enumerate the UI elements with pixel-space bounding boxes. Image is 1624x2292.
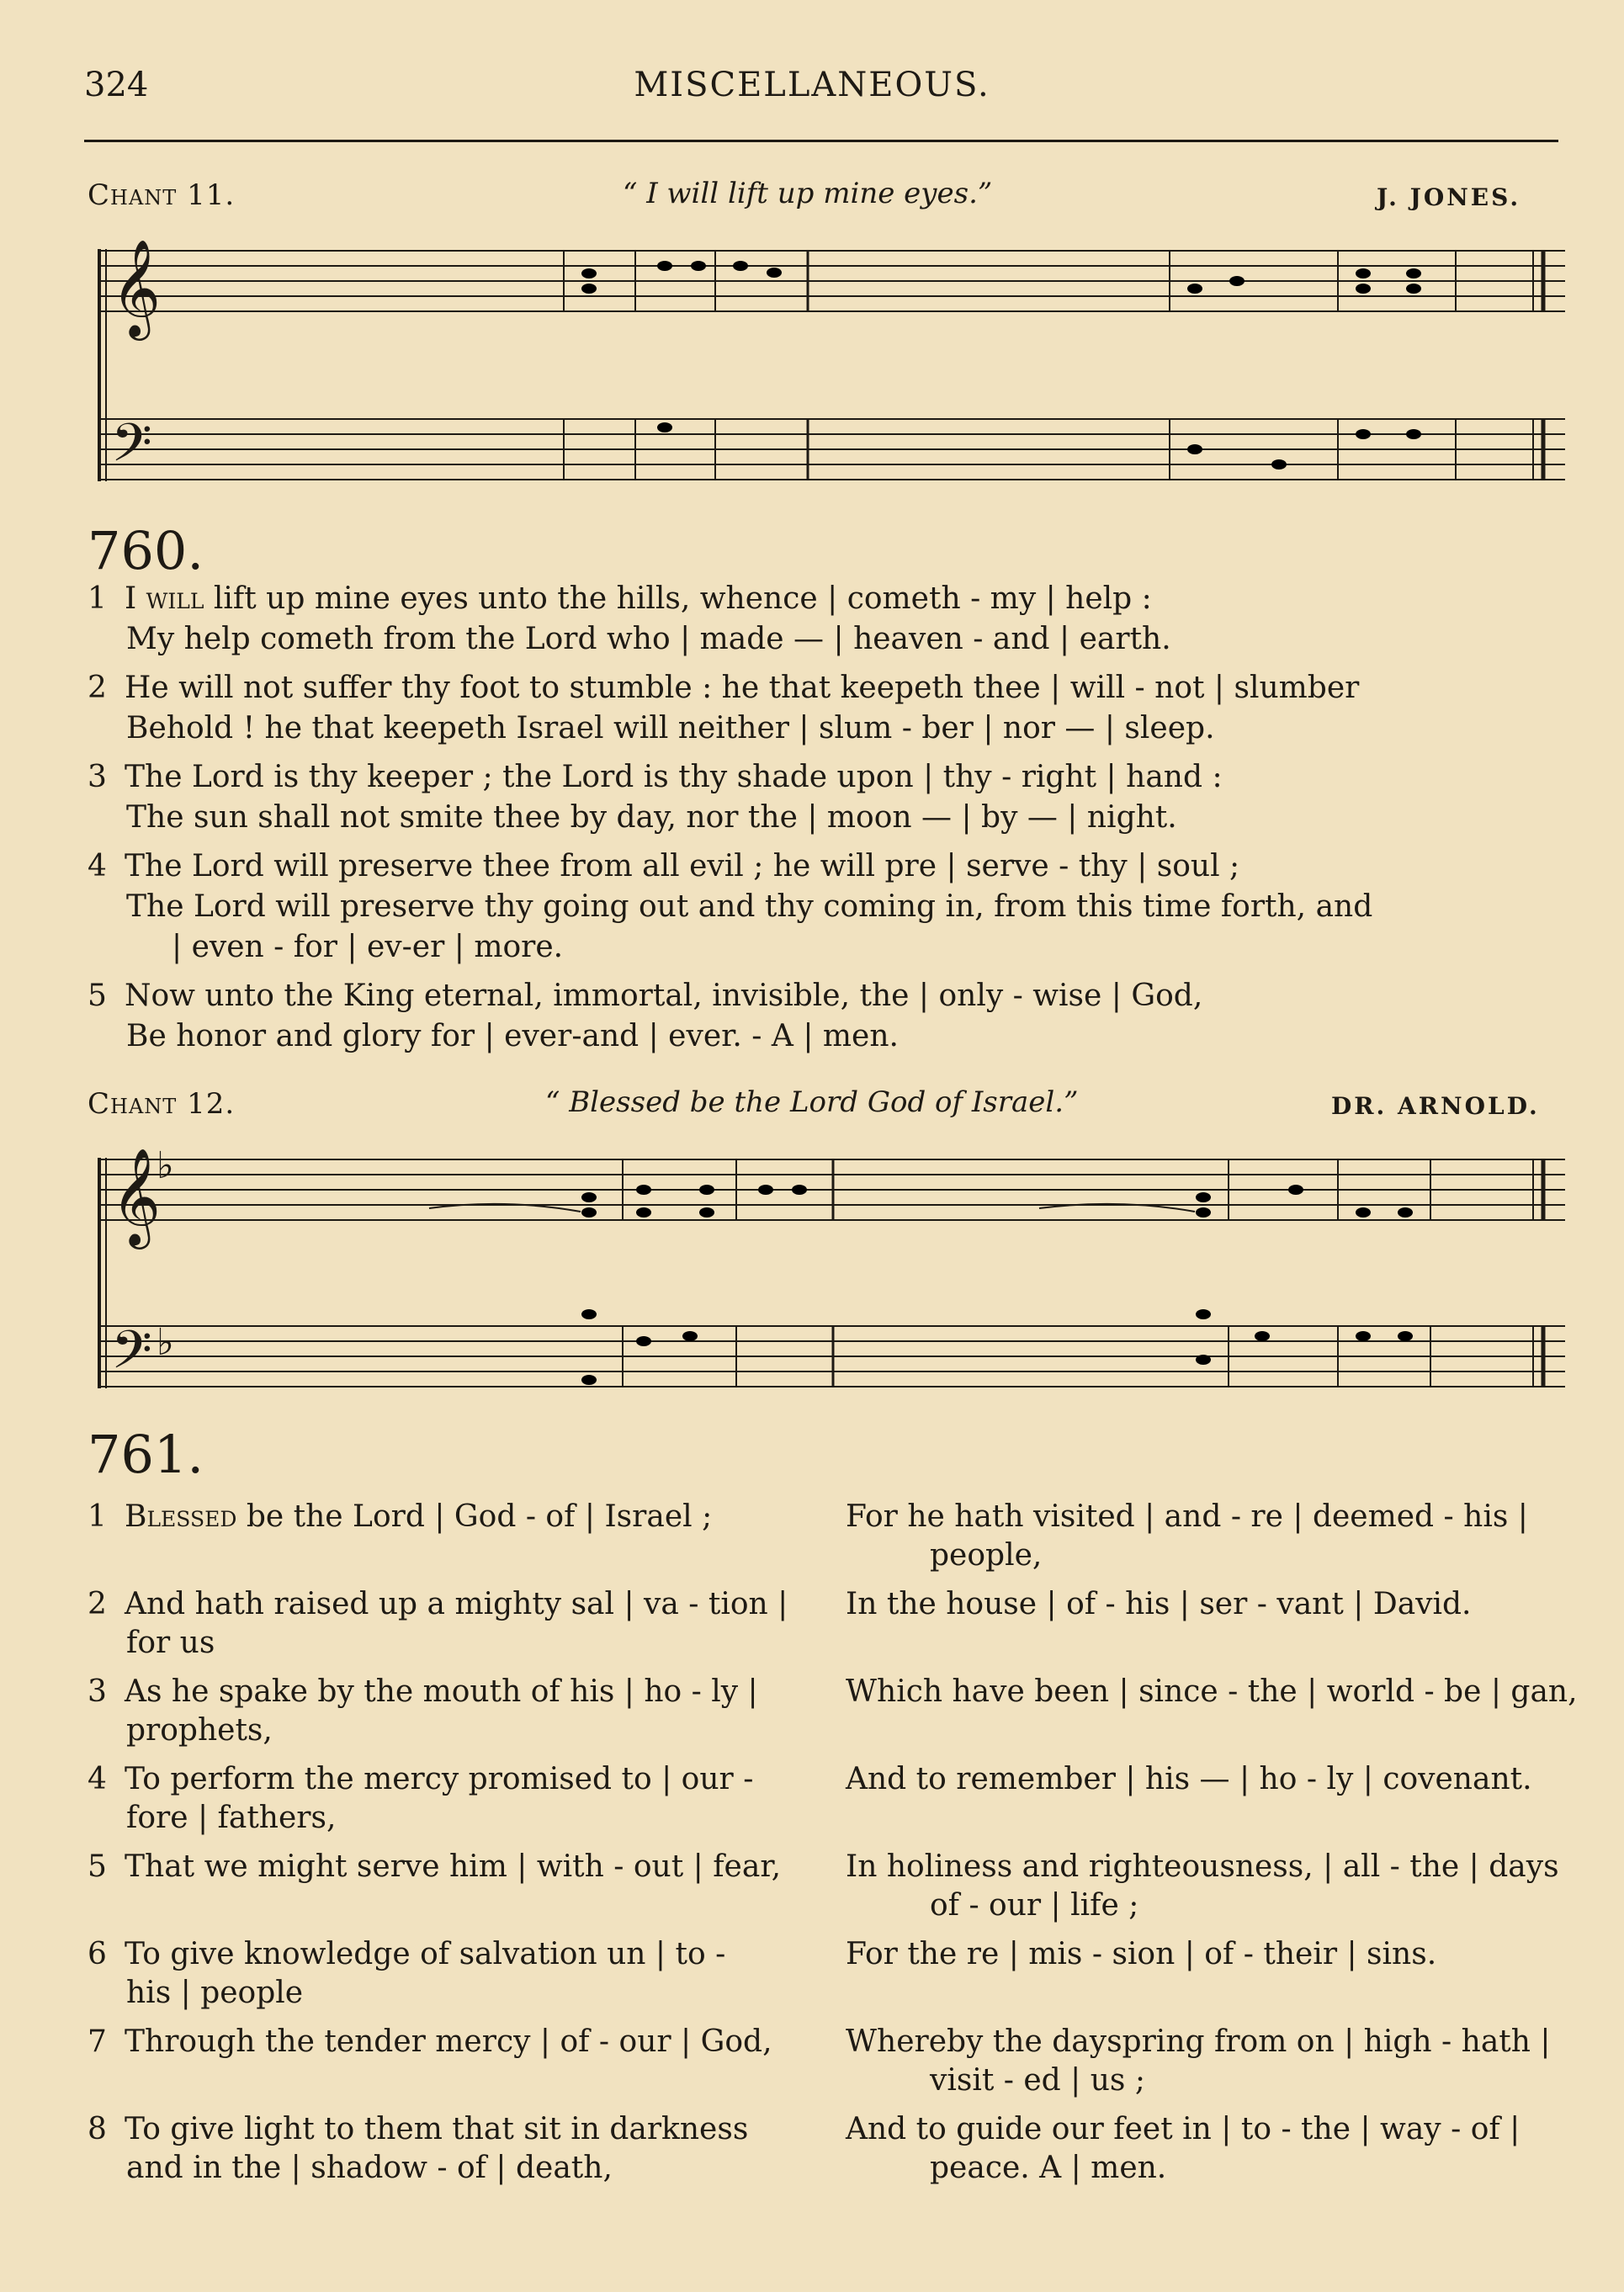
verse-line [88, 1585, 820, 1624]
verse-line [88, 2023, 820, 2061]
header-rule [84, 140, 1558, 142]
verse-line: The sun shall not smite thee by day, nor the | moon — | by — | night. [126, 800, 1177, 835]
verse-line [88, 1760, 820, 1799]
verse-text: That we might serve him | with - out | fear, [125, 1849, 782, 1884]
verse-line [88, 2110, 820, 2149]
verse-line [88, 1935, 820, 1974]
verse-number: 3 [88, 760, 107, 794]
verse-number: 2 [88, 1587, 107, 1621]
verse-first-word: Blessed [125, 1499, 237, 1534]
chant-11-score [84, 225, 1574, 520]
verse-number: 5 [88, 1849, 107, 1884]
hymn-760-number: 760. [88, 520, 204, 581]
verse-line: In holiness and righteousness, | all - the | days [846, 1849, 1559, 1884]
verse-line: In the house | of - his | ser - vant | David. [846, 1587, 1472, 1621]
verse-number: 1 [88, 581, 107, 616]
verse-line: Which have been | since - the | world - be | gan, [846, 1674, 1578, 1709]
verse-line [88, 846, 1585, 887]
verse-text: Now unto the King eternal, immortal, invisible, the | only - wise | God, [125, 979, 1203, 1013]
verse-line [88, 1673, 820, 1711]
verse-line: And to guide our feet in | to - the | way - of | [846, 2112, 1521, 2146]
verse-line: people, [930, 1538, 1043, 1573]
verse-line: For he hath visited | and - re | deemed - his | [846, 1499, 1528, 1534]
chant-12-label: Chant 12. [88, 1087, 236, 1121]
verse-text: To perform the mercy promised to | our - [125, 1762, 754, 1796]
verse-line [88, 668, 1585, 708]
verse-line: Behold ! he that keepeth Israel will neither | slum - ber | nor — | sleep. [126, 711, 1215, 745]
verse-line: of - our | life ; [930, 1888, 1139, 1923]
hymn-761-left-column [88, 1498, 820, 2188]
verse-number: 8 [88, 2112, 107, 2146]
hymn-760-verses [88, 579, 1585, 1057]
verse-line: prophets, [126, 1713, 273, 1748]
verse-number: 2 [88, 671, 107, 705]
verse-line [88, 757, 1585, 798]
svg-text:𝄞: 𝄞 [111, 1147, 162, 1245]
chant-12-score [84, 1127, 1574, 1422]
section-title: MISCELLANEOUS. [634, 66, 990, 104]
svg-text:𝄢: 𝄢 [111, 411, 152, 486]
verse-text: To give knowledge of salvation un | to - [125, 1937, 726, 1971]
verse-number: 4 [88, 1762, 107, 1796]
verse-line [88, 976, 1585, 1016]
chant-11-label: Chant 11. [88, 178, 236, 212]
hymn-761-number: 761. [88, 1424, 204, 1485]
verse-number: 7 [88, 2024, 107, 2059]
verse-number: 6 [88, 1937, 107, 1971]
verse-line: And to remember | his — | ho - ly | covenant. [846, 1762, 1532, 1796]
svg-text:𝄞: 𝄞 [111, 238, 162, 337]
chant-11-composer: J. JONES. [1377, 183, 1521, 211]
verse-text: And hath raised up a mighty sal | va - tion | [125, 1587, 788, 1621]
verse-number: 1 [88, 1499, 107, 1534]
verse-line: peace. A | men. [930, 2151, 1167, 2185]
verse-number: 3 [88, 1674, 107, 1709]
verse-line: The Lord will preserve thy going out and thy coming in, from this time forth, and [126, 889, 1373, 924]
verse-text: As he spake by the mouth of his | ho - ly | [125, 1674, 758, 1709]
verse-line: Whereby the dayspring from on | high - hath | [846, 2024, 1551, 2059]
chant-12-composer: DR. ARNOLD. [1331, 1092, 1540, 1120]
verse-line: Be honor and glory for | ever-and | ever. - A | men. [126, 1019, 899, 1053]
verse-line [88, 1498, 820, 1536]
verse-line: fore | fathers, [126, 1801, 337, 1835]
verse-line [88, 1848, 820, 1886]
verse-number: 4 [88, 849, 107, 883]
verse-line: his | people [126, 1976, 304, 2010]
verse-text: The Lord is thy keeper ; the Lord is thy shade upon | thy - right | hand : [125, 760, 1223, 794]
verse-line: | even - for | ev-er | more. [172, 930, 564, 964]
verse-line [88, 579, 1585, 619]
verse-text: lift up mine eyes unto the hills, whence | cometh - my | help : [204, 581, 1152, 616]
page-number: 324 [84, 66, 149, 104]
chant-11-subtitle: “ I will lift up mine eyes.” [623, 177, 993, 210]
verse-text: be the Lord | God - of | Israel ; [236, 1499, 713, 1534]
verse-number: 5 [88, 979, 107, 1013]
verse-line: for us [126, 1626, 215, 1660]
verse-line: For the re | mis - sion | of - their | sins. [846, 1937, 1437, 1971]
svg-text:♭: ♭ [157, 1321, 174, 1364]
chant-12-subtitle: “ Blessed be the Lord God of Israel.” [545, 1085, 1079, 1119]
svg-text:𝄢: 𝄢 [111, 1318, 152, 1393]
verse-line: visit - ed | us ; [930, 2063, 1145, 2098]
verse-line: My help cometh from the Lord who | made — | heaven - and | earth. [126, 622, 1171, 656]
verse-line: and in the | shadow - of | death, [126, 2151, 613, 2185]
verse-text: He will not suffer thy foot to stumble : he that keepeth thee | will - not | slumber [125, 671, 1360, 705]
verse-text: To give light to them that sit in darkness [125, 2112, 749, 2146]
verse-first-word: I will [125, 581, 204, 616]
verse-text: Through the tender mercy | of - our | God, [125, 2024, 772, 2059]
svg-text:♭: ♭ [157, 1144, 174, 1187]
hymn-761-right-column [846, 1498, 1586, 2188]
verse-text: The Lord will preserve thee from all evil ; he will pre | serve - thy | soul ; [125, 849, 1240, 883]
